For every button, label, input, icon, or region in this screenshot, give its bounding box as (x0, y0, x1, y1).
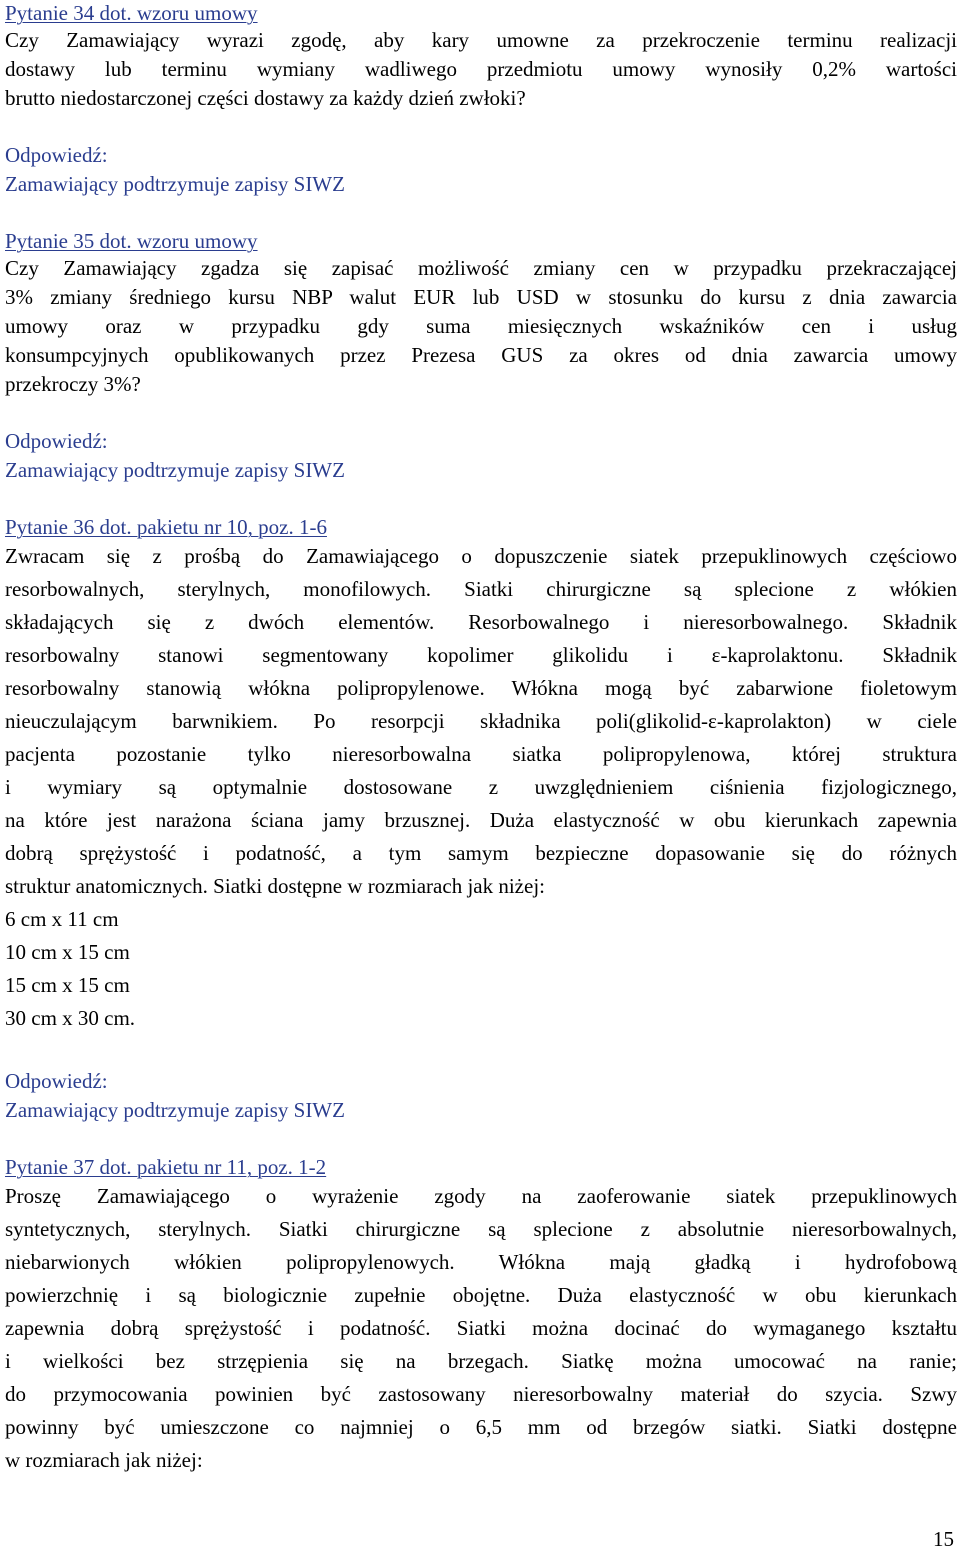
question-35-body (5, 254, 957, 399)
question-34-line: dostawy lub terminu wymiany wadliwego przedmiotu umowy wynosiły 0,2% wartości (5, 57, 957, 81)
question-36-title: Pytanie 36 dot. pakietu nr 10, poz. 1-6 (5, 515, 327, 539)
size-item: 6 cm x 11 cm (5, 907, 119, 931)
answer-34-text: Zamawiający podtrzymuje zapisy SIWZ (5, 172, 345, 196)
answer-36-text: Zamawiający podtrzymuje zapisy SIWZ (5, 1098, 345, 1122)
question-34-body (5, 26, 957, 113)
size-item: 10 cm x 15 cm (5, 940, 130, 964)
question-36-line: struktur anatomicznych. Siatki dostępne w rozmiarach jak niżej: (5, 874, 545, 898)
question-37-body (5, 1180, 957, 1477)
answer-35-text: Zamawiający podtrzymuje zapisy SIWZ (5, 458, 345, 482)
question-36-line: składających się z dwóch elementów. Resorbowalnego i nieresorbowalnego. Składnik (5, 610, 957, 634)
question-37-line: niebarwionych włókien polipropylenowych. Włókna mają gładką i hydrofobową (5, 1250, 957, 1274)
question-36-line: Zwracam się z prośbą do Zamawiającego o dopuszczenie siatek przepuklinowych częściowo (5, 544, 957, 568)
question-36-line: na które jest narażona ściana jamy brzusznej. Duża elastyczność w obu kierunkach zapewnia (5, 808, 957, 832)
question-36-line: i wymiary są optymalnie dostosowane z uwzględnieniem ciśnienia fizjologicznego, (5, 775, 957, 799)
question-36-body (5, 540, 957, 903)
question-37-line: zapewnia dobrą sprężystość i podatność. Siatki można docinać do wymaganego kształtu (5, 1316, 957, 1340)
answer-34 (5, 141, 957, 199)
question-36-line: resorbowalny stanowi segmentowany kopolimer glikolidu i ε-kaprolaktonu. Składnik (5, 643, 957, 667)
page-number: 15 (933, 1527, 954, 1551)
size-list (5, 903, 957, 1035)
question-35-line: konsumpcyjnych opublikowanych przez Prezesa GUS za okres od dnia zawarcia umowy (5, 343, 957, 367)
question-37-line: Proszę Zamawiającego o wyrażenie zgody na zaoferowanie siatek przepuklinowych (5, 1184, 957, 1208)
question-35-line: umowy oraz w przypadku gdy suma miesięcznych wskaźników cen i usług (5, 314, 957, 338)
question-36-line: nieuczulającym barwnikiem. Po resorpcji składnika poli(glikolid-ε-kaprolakton) w ciele (5, 709, 957, 733)
question-37-line: i wielkości bez strzępienia się na brzegach. Siatkę można umocować na ranie; (5, 1349, 957, 1373)
question-36-line: resorbowalny stanowią włókna polipropylenowe. Włókna mogą być zabarwione fioletowym (5, 676, 957, 700)
answer-35-label: Odpowiedź: (5, 429, 108, 453)
question-37-line: do przymocowania powinien być zastosowany nieresorbowalny materiał do szycia. Szwy (5, 1382, 957, 1406)
question-35-line: przekroczy 3%? (5, 372, 141, 396)
answer-36-label: Odpowiedź: (5, 1069, 108, 1093)
question-37-line: powinny być umieszczone co najmniej o 6,5 mm od brzegów siatki. Siatki dostępne (5, 1415, 957, 1439)
answer-34-label: Odpowiedź: (5, 143, 108, 167)
question-36-line: dobrą sprężystość i podatność, a tym samym bezpieczne dopasowanie się do różnych (5, 841, 957, 865)
size-item: 30 cm x 30 cm. (5, 1006, 136, 1030)
question-35-title: Pytanie 35 dot. wzoru umowy (5, 229, 258, 253)
question-37-title: Pytanie 37 dot. pakietu nr 11, poz. 1-2 (5, 1155, 327, 1179)
size-item: 15 cm x 15 cm (5, 973, 130, 997)
answer-35 (5, 427, 957, 485)
question-37 (5, 1154, 957, 1477)
question-35-line: 3% zmiany średniego kursu NBP walut EUR lub USD w stosunku do kursu z dnia zawarcia (5, 285, 957, 309)
question-36-line: resorbowalnych, sterylnych, monofilowych. Siatki chirurgiczne są splecione z włókien (5, 577, 957, 601)
question-36 (5, 514, 957, 1035)
question-34-line: Czy Zamawiający wyrazi zgodę, aby kary umowne za przekroczenie terminu realizacji (5, 28, 957, 52)
question-34-title: Pytanie 34 dot. wzoru umowy (5, 1, 258, 25)
question-36-line: pacjenta pozostanie tylko nieresorbowalna siatka polipropylenowa, której struktura (5, 742, 957, 766)
question-35 (5, 228, 957, 399)
question-35-line: Czy Zamawiający zgadza się zapisać możliwość zmiany cen w przypadku przekraczającej (5, 256, 957, 280)
question-37-line: syntetycznych, sterylnych. Siatki chirurgiczne są splecione z absolutnie nieresorbowalnych, (5, 1217, 957, 1241)
answer-36 (5, 1067, 957, 1125)
question-37-line: powierzchnię i są biologicznie zupełnie obojętne. Duża elastyczność w obu kierunkach (5, 1283, 957, 1307)
question-34-line: brutto niedostarczonej części dostawy za każdy dzień zwłoki? (5, 86, 526, 110)
question-37-line: w rozmiarach jak niżej: (5, 1448, 203, 1472)
question-34 (5, 0, 957, 113)
